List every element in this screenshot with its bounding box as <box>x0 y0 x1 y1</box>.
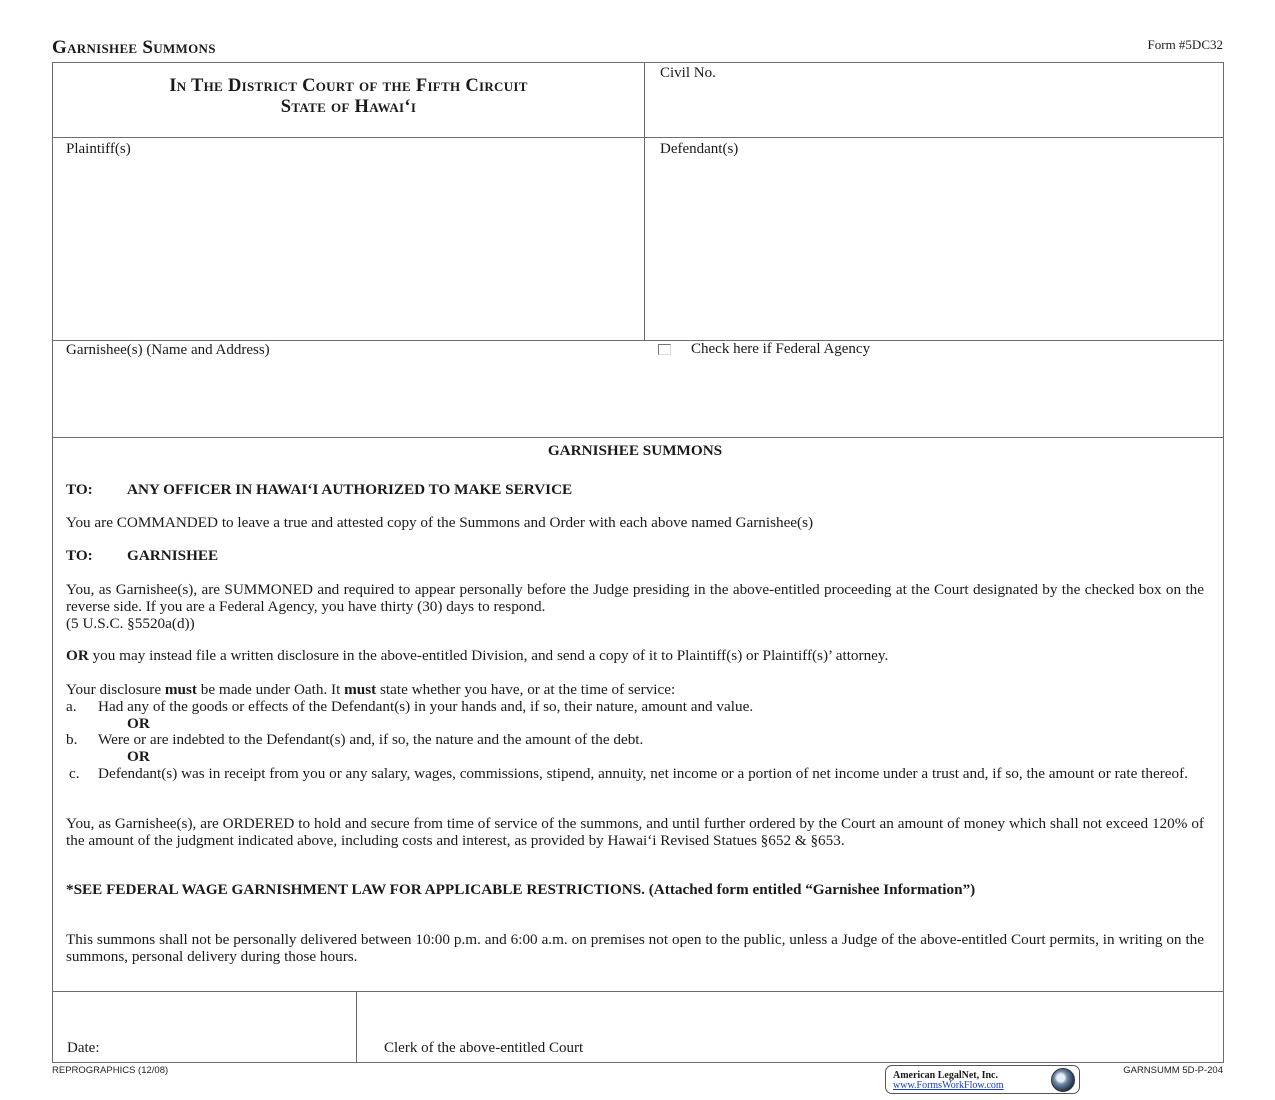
federal-wage-notice: *SEE FEDERAL WAGE GARNISHMENT LAW FOR APPLICABLE RESTRICTIONS. (Attached form entitled “Garnishee Information”) <box>66 881 976 898</box>
rule-after-garnishee <box>52 437 1224 438</box>
plaintiff-label: Plaintiff(s) <box>66 141 131 157</box>
disclosure-item-b <box>66 732 1204 749</box>
summoned-paragraph <box>66 582 1204 632</box>
item-text: Had any of the goods or effects of the Defendant(s) in your hands and, if so, their nature, amount and value. <box>98 697 754 715</box>
item-label: a. <box>66 697 77 715</box>
disclosure-item-a <box>66 699 1204 716</box>
date-label: Date: <box>67 1040 100 1056</box>
clerk-signature-field[interactable] <box>384 1000 1204 1038</box>
date-field[interactable] <box>112 1000 342 1056</box>
garnishee-field[interactable] <box>66 362 631 432</box>
civil-no-field[interactable] <box>660 84 1210 132</box>
ordered-paragraph: You, as Garnishee(s), are ORDERED to hold and secure from time of service of the summons, and until further ordered by the Court an amount of money which shall not exceed 120% of the amount of the judgment indicated above, including costs and interest, as provided by Hawai‘i Revised Statues §652 & §653. <box>66 815 1204 849</box>
logo-website-link[interactable]: www.FormsWorkFlow.com <box>893 1080 1004 1091</box>
item-text: Were or are indebted to the Defendant(s) and, if so, the nature and the amount of the debt. <box>98 731 644 749</box>
disclosure-section <box>66 682 1204 783</box>
item-label: b. <box>66 731 78 749</box>
defendant-label: Defendant(s) <box>660 141 739 157</box>
defendant-field[interactable] <box>660 162 1210 332</box>
item-label: c. <box>69 764 80 782</box>
garnishee-label: Garnishee(s) (Name and Address) <box>66 342 270 358</box>
disclosure-intro <box>66 682 1204 699</box>
court-heading <box>52 76 645 118</box>
or-disclosure-paragraph <box>66 648 1204 665</box>
reprographics-label: REPROGRAPHICS (12/08) <box>52 1065 169 1076</box>
to-garnishee-line <box>66 548 1204 565</box>
summoned-text: You, as Garnishee(s), are SUMMONED and required to appear personally before the Judge presiding in the above-entitled proceeding at the Court designated by the checked box on the reverse side. If you are a Federal Agency, you have thirty (30) days to respond. <box>66 581 1204 615</box>
must-keyword: must <box>344 681 377 698</box>
commanded-paragraph: You are COMMANDED to leave a true and attested copy of the Summons and Order with each above named Garnishee(s) <box>66 514 814 531</box>
to-garnishee-prefix: TO: <box>66 547 93 564</box>
federal-agency-checkbox[interactable] <box>658 344 671 355</box>
rule-after-parties <box>52 340 1224 341</box>
must-keyword: must <box>164 681 197 698</box>
disclosure-item-c <box>66 766 1204 783</box>
rule-after-court <box>52 137 1224 138</box>
disclosure-intro-part2: be made under Oath. It <box>196 681 345 698</box>
rule-before-signature <box>52 991 1224 992</box>
to-officer-line <box>66 482 1204 499</box>
disclosure-intro-part1: Your disclosure <box>66 681 165 698</box>
logo-company-name: American LegalNet, Inc. <box>893 1070 998 1081</box>
to-officer-text: ANY OFFICER IN HAWAI‘I AUTHORIZED TO MAKE SERVICE <box>127 481 573 498</box>
or-keyword: OR <box>66 647 89 664</box>
item-separator: OR <box>127 748 150 766</box>
to-garnishee-text: GARNISHEE <box>127 547 219 564</box>
federal-agency-label: Check here if Federal Agency <box>691 341 871 357</box>
plaintiff-field[interactable] <box>66 162 631 332</box>
form-number: Form #5DC32 <box>1147 37 1223 52</box>
signature-divider <box>356 991 357 1062</box>
item-separator: OR <box>127 714 150 732</box>
civil-no-label: Civil No. <box>660 65 716 81</box>
or-disclosure-text: you may instead file a written disclosure in the above-entitled Division, and send a copy of it to Plaintiff(s) or Plaintiff(s)’ attorney. <box>88 647 889 664</box>
globe-icon <box>1051 1068 1075 1092</box>
american-legalnet-logo[interactable] <box>885 1065 1080 1094</box>
statute-citation: (5 U.S.C. §5520a(d)) <box>66 614 195 632</box>
disclosure-intro-part3: state whether you have, or at the time of service: <box>376 681 676 698</box>
document-title: Garnishee Summons <box>52 37 216 58</box>
court-name: In The District Court of the Fifth Circuit <box>169 76 528 96</box>
clerk-label: Clerk of the above-entitled Court <box>384 1040 584 1056</box>
item-text: Defendant(s) was in receipt from you or any salary, wages, commissions, stipend, annuity, net income or a portion of net income under a trust and, if so, the amount or rate thereof. <box>98 764 1188 782</box>
delivery-notice: This summons shall not be personally delivered between 10:00 p.m. and 6:00 a.m. on premises not open to the public, unless a Judge of the above-entitled Court permits, in writing on the summons, personal delivery during those hours. <box>66 931 1204 965</box>
form-code: GARNSUMM 5D-P-204 <box>1123 1065 1223 1076</box>
court-state: State of Hawai‘i <box>280 97 417 117</box>
to-officer-prefix: TO: <box>66 481 93 498</box>
summons-heading: GARNISHEE SUMMONS <box>547 442 723 459</box>
